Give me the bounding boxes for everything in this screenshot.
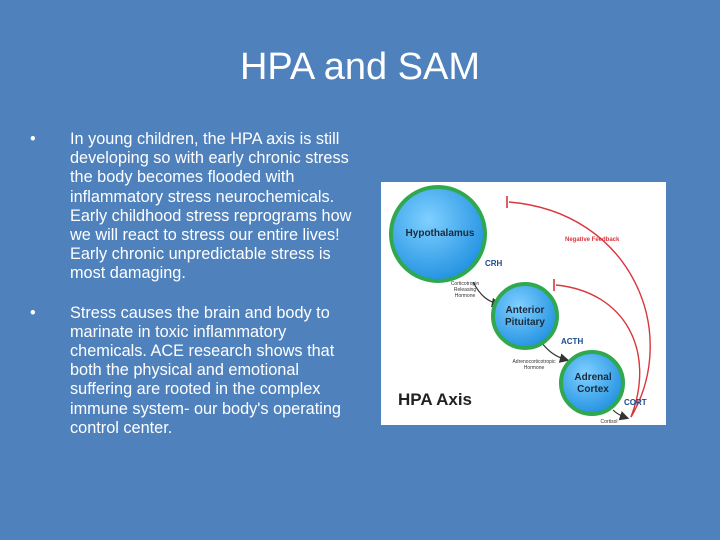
crh-full-label-2: Releasing [453,287,477,293]
acth-full-label-2: Hormone [523,365,545,371]
hypothalamus-label: Hypothalamus [405,228,475,239]
crh-label: CRH [485,259,503,268]
adrenal-node [561,352,623,414]
acth-label: ACTH [561,337,584,346]
bullet-item [30,304,360,438]
acth-full-label-1: Adrenocorticotropic [512,359,556,365]
slide-title: HPA and SAM [239,46,481,88]
crh-full-label-1: Corticotropin [450,281,480,287]
negative-feedback-label: Negative Feedback [565,237,620,243]
hpa-axis-diagram [381,182,666,425]
bullet-text: In young children, the HPA axis is still developing so with early chronic stress the body becomes flooded with inflammatory stress neurochemicals. Early childhood stress reprograms how we will react to stress our entire lives! Early chronic unpredictable stress is most damaging. [70,130,352,283]
pituitary-label-line1: Anterior [505,305,545,316]
arrow-cort [613,410,627,418]
bullet-marker: • [30,130,36,148]
cort-full-label: Cortisol [600,419,618,425]
hpa-axis-svg [381,182,666,425]
adrenal-label-line1: Adrenal [574,372,612,383]
diagram-title: HPA Axis [398,390,473,409]
pituitary-node [493,284,557,348]
adrenal-label-line2: Cortex [577,384,609,395]
bullet-marker: • [30,303,36,322]
crh-full-label-3: Hormone [454,293,476,299]
bullet-list [30,130,360,458]
bullet-text: Stress causes the brain and body to marinate in toxic inflammatory chemicals. ACE research shows that both the physical and emotional suffering are rooted in the complex immune system- our body's operating control center. [70,303,341,437]
cort-label: CORT [624,398,647,407]
bullet-item [30,130,360,284]
pituitary-label-line2: Pituitary [504,317,546,328]
